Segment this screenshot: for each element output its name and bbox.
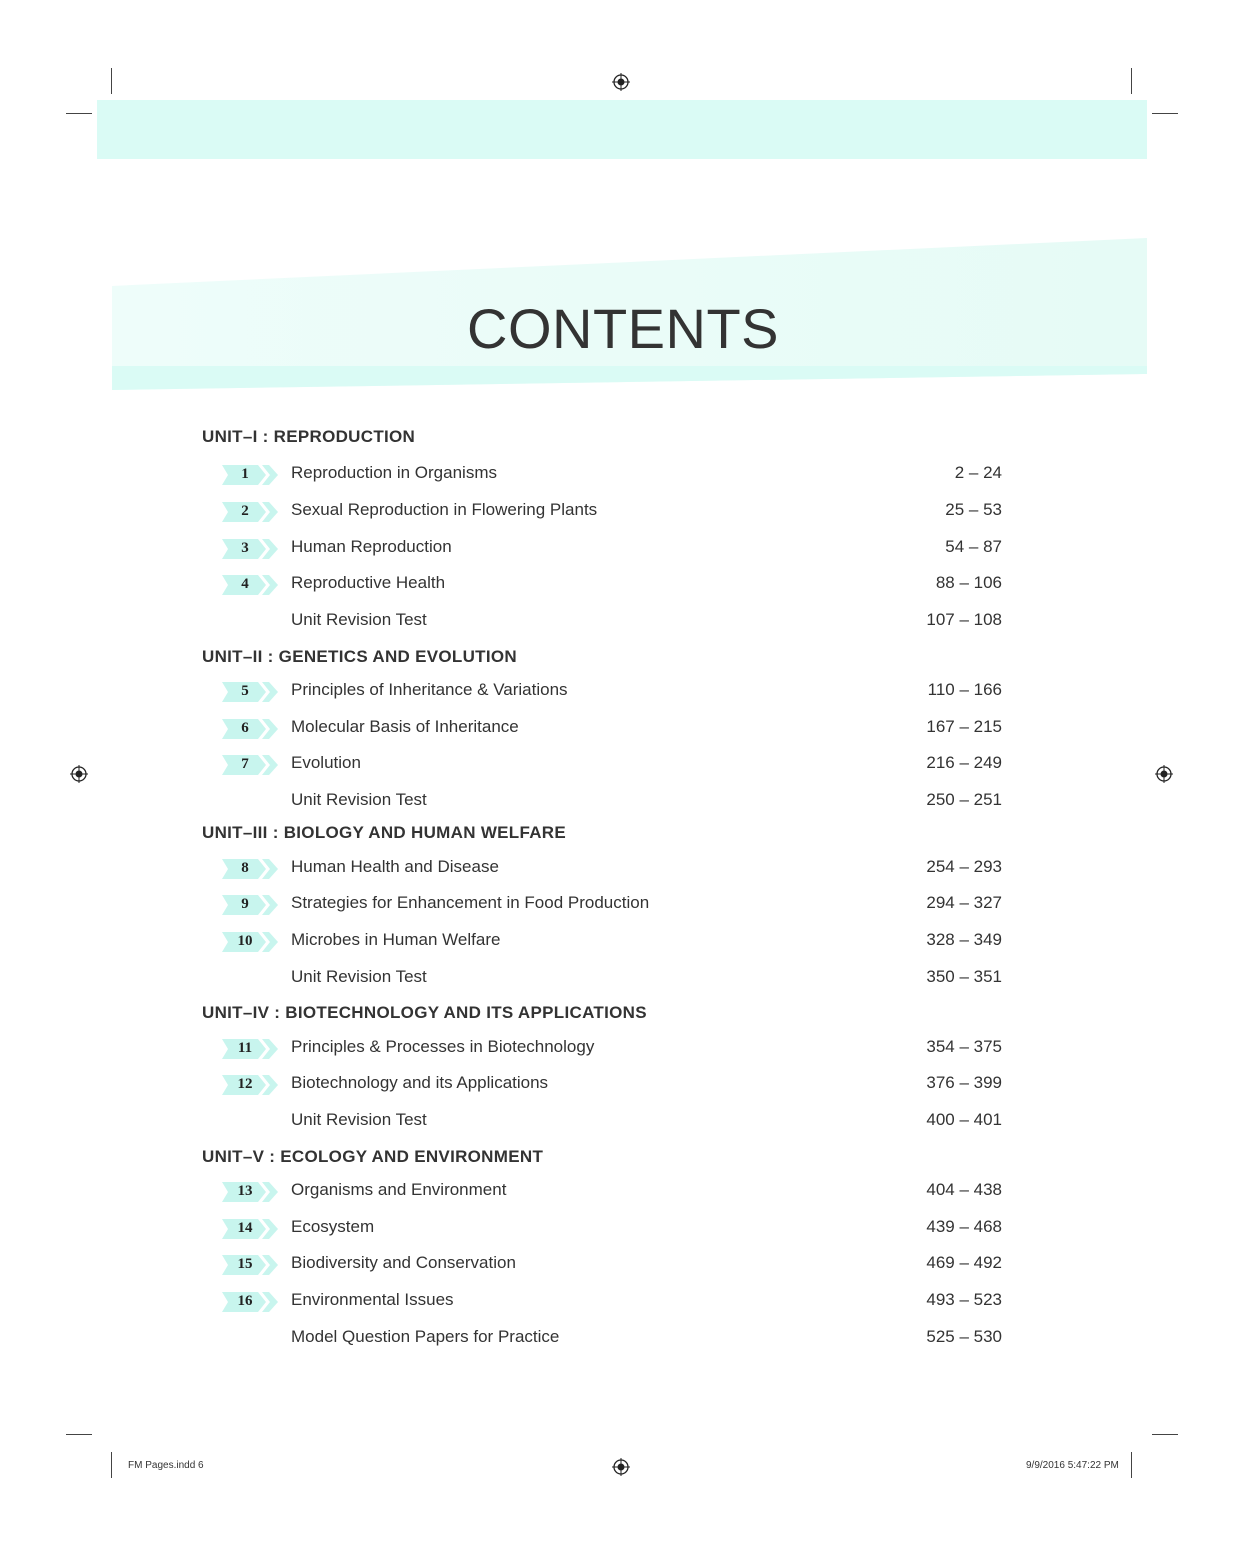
slug-left: FM Pages.indd 6 [128, 1460, 204, 1471]
chapter-title: Reproductive Health [291, 573, 446, 592]
chapter-number: 9 [241, 896, 249, 912]
header-band [97, 100, 1147, 159]
chapter-badge [222, 755, 278, 775]
page-range: 167 – 215 [926, 717, 1002, 736]
crop-mark [111, 1452, 112, 1478]
crop-mark [66, 113, 92, 114]
toc-row[interactable] [0, 753, 1246, 781]
page-range: 493 – 523 [926, 1290, 1002, 1309]
chapter-title: Model Question Papers for Practice [291, 1327, 560, 1346]
crop-mark [66, 1434, 92, 1435]
chapter-number: 3 [241, 540, 249, 556]
chapter-number: 13 [237, 1183, 253, 1199]
chapter-title: Principles of Inheritance & Variations [291, 680, 568, 699]
page-title: CONTENTS [467, 297, 779, 360]
unit-heading: UNIT–I : REPRODUCTION [202, 427, 416, 446]
toc-row[interactable] [0, 1217, 1246, 1245]
chapter-number: 5 [241, 683, 249, 699]
chapter-title: Microbes in Human Welfare [291, 930, 501, 949]
chapter-number: 2 [241, 503, 249, 519]
chapter-badge [222, 1292, 278, 1312]
chapter-badge [222, 502, 278, 522]
registration-mark-icon [612, 1458, 630, 1476]
chapter-title: Principles & Processes in Biotechnology [291, 1037, 595, 1056]
toc-row[interactable] [0, 1290, 1246, 1318]
registration-mark-icon [612, 73, 630, 91]
chapter-badge [222, 575, 278, 595]
chapter-badge [222, 1255, 278, 1275]
chapter-badge [222, 932, 278, 952]
page-range: 88 – 106 [935, 573, 1002, 592]
chapter-badge [222, 682, 278, 702]
chapter-badge [222, 719, 278, 739]
chapter-badge [222, 1039, 278, 1059]
toc-row[interactable] [0, 573, 1246, 601]
chapter-number: 1 [241, 466, 249, 482]
chapter-number: 10 [237, 933, 253, 949]
chapter-title: Human Reproduction [291, 537, 452, 556]
toc-row[interactable] [0, 967, 1246, 995]
page-range: 250 – 251 [926, 790, 1002, 809]
chapter-number: 14 [237, 1220, 253, 1236]
toc-row[interactable] [0, 680, 1246, 708]
chapter-title: Strategies for Enhancement in Food Production [291, 893, 650, 912]
toc-row[interactable] [0, 1073, 1246, 1101]
page-range: 2 – 24 [954, 463, 1002, 482]
toc-row[interactable] [0, 1180, 1246, 1208]
crop-mark [111, 68, 112, 94]
unit-heading: UNIT–III : BIOLOGY AND HUMAN WELFARE [202, 823, 567, 842]
page-range: 25 – 53 [945, 500, 1002, 519]
slug-right: 9/9/2016 5:47:22 PM [1026, 1460, 1119, 1471]
crop-mark [1152, 1434, 1178, 1435]
chapter-title: Unit Revision Test [291, 1110, 427, 1129]
toc-row[interactable] [0, 893, 1246, 921]
chapter-title: Biotechnology and its Applications [291, 1073, 549, 1092]
page-range: 107 – 108 [926, 610, 1002, 629]
toc-row[interactable] [0, 717, 1246, 745]
chapter-title: Evolution [291, 753, 361, 772]
chapter-badge [222, 1219, 278, 1239]
toc-row[interactable] [0, 500, 1246, 528]
chapter-number: 4 [241, 576, 249, 592]
chapter-badge [222, 465, 278, 485]
chapter-title: Biodiversity and Conservation [291, 1253, 516, 1272]
chapter-title: Organisms and Environment [291, 1180, 507, 1199]
unit-heading: UNIT–IV : BIOTECHNOLOGY AND ITS APPLICATIONS [202, 1003, 647, 1022]
chapter-title: Sexual Reproduction in Flowering Plants [291, 500, 598, 519]
chapter-title: Unit Revision Test [291, 967, 427, 986]
chapter-badge [222, 1182, 278, 1202]
page-range: 350 – 351 [926, 967, 1002, 986]
page-range: 216 – 249 [926, 753, 1002, 772]
page-range: 525 – 530 [926, 1327, 1002, 1346]
toc-row[interactable] [0, 610, 1246, 638]
chapter-badge [222, 859, 278, 879]
chapter-number: 8 [241, 860, 249, 876]
toc-row[interactable] [0, 1253, 1246, 1281]
toc-row[interactable] [0, 537, 1246, 565]
toc-row[interactable] [0, 463, 1246, 491]
chapter-number: 16 [237, 1293, 253, 1309]
page-range: 404 – 438 [926, 1180, 1002, 1199]
toc-row[interactable] [0, 1110, 1246, 1138]
unit-heading: UNIT–II : GENETICS AND EVOLUTION [202, 647, 517, 666]
chapter-title: Human Health and Disease [291, 857, 499, 876]
toc-row[interactable] [0, 1037, 1246, 1065]
chapter-badge [222, 895, 278, 915]
crop-mark [1131, 68, 1132, 94]
chapter-badge [222, 1075, 278, 1095]
page-range: 254 – 293 [926, 857, 1002, 876]
crop-mark [1152, 113, 1178, 114]
chapter-title: Unit Revision Test [291, 610, 427, 629]
toc-row[interactable] [0, 857, 1246, 885]
chapter-title: Reproduction in Organisms [291, 463, 497, 482]
page-range: 354 – 375 [926, 1037, 1002, 1056]
toc-row[interactable] [0, 790, 1246, 818]
page-range: 400 – 401 [926, 1110, 1002, 1129]
page-range: 328 – 349 [926, 930, 1002, 949]
chapter-number: 12 [237, 1076, 253, 1092]
chapter-number: 11 [237, 1040, 253, 1056]
chapter-title: Molecular Basis of Inheritance [291, 717, 519, 736]
page-range: 54 – 87 [945, 537, 1002, 556]
chapter-number: 7 [241, 756, 249, 772]
toc-row[interactable] [0, 1327, 1246, 1355]
chapter-number: 6 [241, 720, 249, 736]
page-range: 469 – 492 [926, 1253, 1002, 1272]
page-range: 376 – 399 [926, 1073, 1002, 1092]
chapter-title: Unit Revision Test [291, 790, 427, 809]
page-range: 294 – 327 [926, 893, 1002, 912]
chapter-badge [222, 539, 278, 559]
chapter-number: 15 [237, 1256, 253, 1272]
unit-heading: UNIT–V : ECOLOGY AND ENVIRONMENT [202, 1147, 544, 1166]
toc-row[interactable] [0, 930, 1246, 958]
chapter-title: Environmental Issues [291, 1290, 454, 1309]
page-range: 110 – 166 [927, 680, 1002, 699]
crop-mark [1131, 1452, 1132, 1478]
page-range: 439 – 468 [926, 1217, 1002, 1236]
chapter-title: Ecosystem [291, 1217, 375, 1236]
